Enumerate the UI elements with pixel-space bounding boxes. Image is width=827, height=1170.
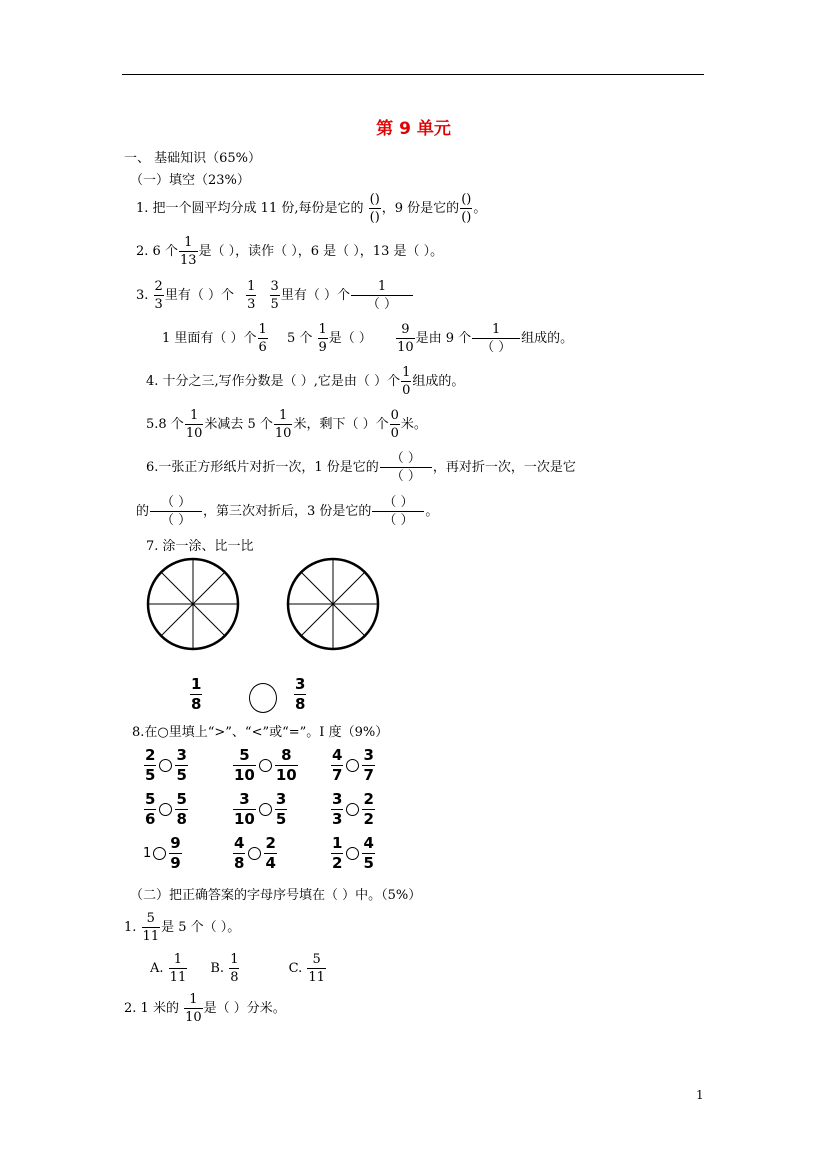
choice-options: [150, 953, 327, 984]
comparison-item: $\frac{3}{3}$ $\frac{2}{2}$: [332, 790, 374, 828]
compare-circle[interactable]: [159, 759, 172, 772]
comparison-item: $\frac{2}{5}$ $\frac{3}{5}$: [145, 746, 187, 784]
comparison-item: $\frac{5}{6}$ $\frac{5}{8}$: [145, 790, 187, 828]
circle-eighths-left: [145, 556, 241, 652]
question-4: 4. 十分之三,写作分数是（ ）,它是由（ ）个 $\frac{1}{0}$ 组成的。: [146, 365, 465, 398]
question-6-cont: 的 $\frac{( )}{( )}$ ，第三次对折后，3 份是它的 $\frac{( )}{( )}$ 。: [136, 495, 439, 528]
question-7-label: 7. 涂一涂、比一比: [146, 539, 254, 554]
question-5: 5.8 个 $\frac{1}{10}$ 米减去 5 个 $\frac{1}{10}$ 米，剩下（ ）个 $\frac{0}{0}$ 米。: [146, 408, 427, 441]
question-1: 1. 把一个圆平均分成 11 份,每份是它的 $\frac{()}{()}$ ，9 份是它的 $\frac{()}{()}$ 。: [136, 192, 487, 225]
comparison-item: 1 $\frac{9}{9}$: [143, 834, 181, 872]
choice-question-2: 2. 1 米的 $\frac{1}{10}$ 是（ ）分米。: [124, 992, 286, 1025]
comparison-item: $\frac{5}{10}$ $\frac{8}{10}$: [234, 746, 297, 784]
fraction-one-eighth: $\frac{1}{8}$: [191, 675, 202, 713]
fraction-blank: $\frac{()}{()}$: [461, 192, 472, 225]
subsection-choice: （二）把正确答案的字母序号填在（ ）中。（5%）: [130, 888, 422, 903]
question-6: 6.一张正方形纸片对折一次，1 份是它的 $\frac{( )}{( )}$ ，再对折一次，一次是它: [146, 451, 576, 484]
compare-circle[interactable]: [153, 847, 166, 860]
comparison-item: $\frac{1}{2}$ $\frac{4}{5}$: [332, 834, 374, 872]
compare-circle[interactable]: [346, 847, 359, 860]
compare-oval: [249, 683, 277, 713]
compare-circle[interactable]: [346, 803, 359, 816]
section-basic-knowledge: 一、 基础知识（65%）: [124, 151, 262, 166]
compare-circle[interactable]: [248, 847, 261, 860]
subsection-fill-blanks: （一）填空（23%）: [130, 173, 250, 188]
compare-circle[interactable]: [346, 759, 359, 772]
compare-circle[interactable]: [159, 803, 172, 816]
option-c[interactable]: C. $\frac{5}{11}$: [288, 952, 325, 985]
fraction-three-eighths: $\frac{3}{8}$: [295, 675, 306, 713]
question-8-label: 8.在○里填上“>”、“<”或“=”。I 度（9%）: [132, 725, 389, 740]
question-3: 3. $\frac{2}{3}$ 里有（ ）个 $\frac{1}{3}$ $\frac{3}{5}$ 里有（ ）个 $\frac{1}{( )}$: [136, 280, 414, 311]
question-2: 2. 6 个 $\frac{1}{13}$ 是（ ），读作（ ），6 是（ ），13 是（ ）。: [136, 235, 444, 268]
comparison-item: $\frac{4}{8}$ $\frac{2}{4}$: [234, 834, 276, 872]
option-b[interactable]: B. $\frac{1}{8}$: [210, 952, 239, 985]
compare-circle[interactable]: [259, 803, 272, 816]
fraction-blank: $\frac{()}{()}$: [369, 192, 380, 225]
circle-eighths-right: [285, 556, 381, 652]
option-a[interactable]: A. $\frac{1}{11}$: [150, 952, 187, 985]
page-number: 1: [696, 1088, 704, 1102]
comparison-item: $\frac{3}{10}$ $\frac{3}{5}$: [234, 790, 287, 828]
question-3b: 1 里面有（ ）个 $\frac{1}{6}$ 5 个 $\frac{1}{9}$ 是（ ） $\frac{9}{10}$ 是由 9 个 $\frac{1}{( )}$ 组成的。: [162, 322, 574, 355]
comparison-item: $\frac{4}{7}$ $\frac{3}{7}$: [332, 746, 374, 784]
choice-question-1: 1. $\frac{5}{11}$ 是 5 个（ ）。: [124, 911, 241, 944]
header-rule: [122, 74, 704, 75]
page-title: 第 9 单元: [376, 119, 451, 139]
compare-circle[interactable]: [259, 759, 272, 772]
